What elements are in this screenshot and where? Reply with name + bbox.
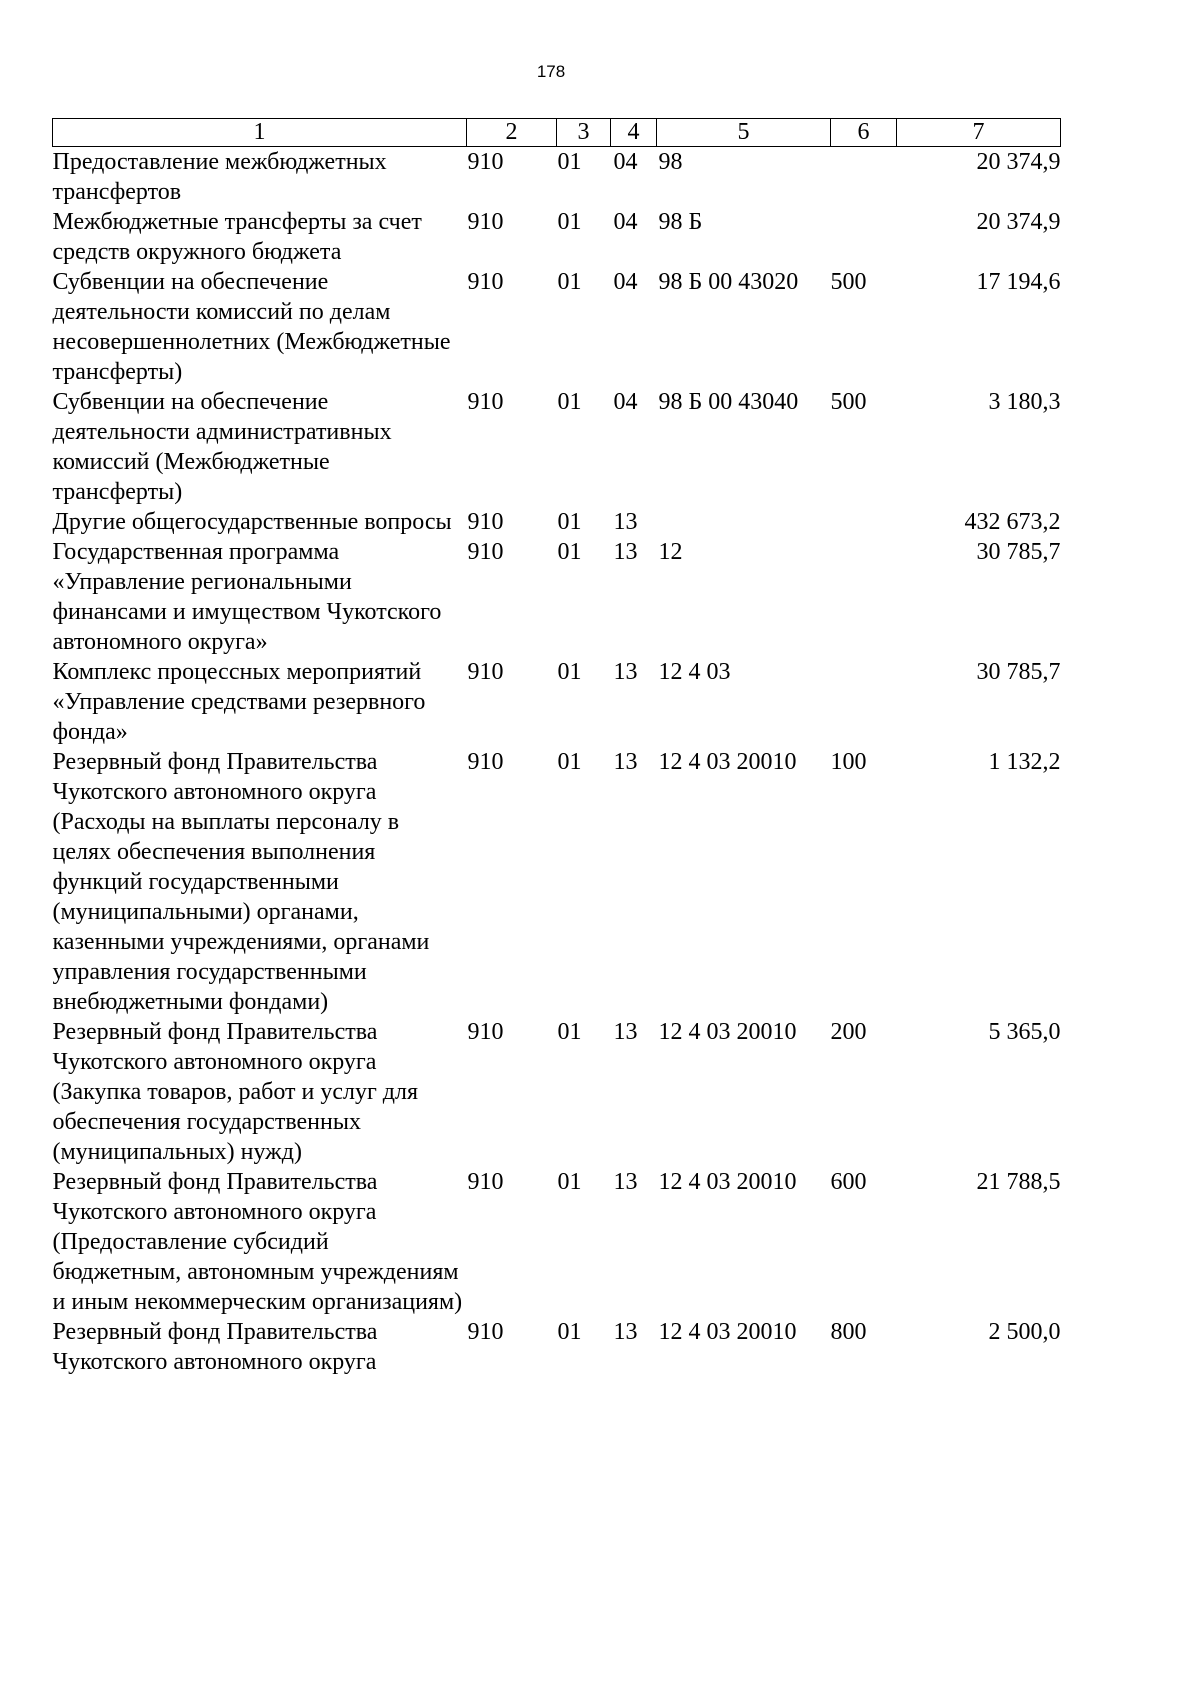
expense-type-cell (831, 507, 897, 537)
amount-cell: 30 785,7 (976, 539, 1061, 565)
section-cell: 01 (557, 1319, 582, 1345)
section-cell: 01 (557, 1019, 582, 1045)
column-header-3: 3 (557, 119, 611, 147)
table-row (53, 1017, 1061, 1167)
page-number: 178 (536, 62, 566, 81)
table-row (53, 507, 1061, 537)
ministry-code-cell: 910 (467, 539, 504, 565)
section-cell: 01 (557, 1169, 582, 1195)
description-cell: Межбюджетные трансферты за счет средств окружного бюджета (52, 209, 422, 265)
column-header-6: 6 (831, 119, 897, 147)
target-item-cell: 98 Б 00 43020 (658, 269, 799, 295)
budget-table (52, 118, 1061, 1377)
table-row (53, 147, 1061, 208)
table-row (53, 267, 1061, 387)
table-row (53, 1167, 1061, 1317)
table-body (53, 147, 1061, 1378)
subsection-cell: 13 (613, 1319, 638, 1345)
amount-cell: 3 180,3 (988, 389, 1061, 415)
expense-type-cell: 800 (830, 1319, 867, 1345)
expense-type-cell: 100 (830, 749, 867, 775)
description-cell: Резервный фонд Правительства Чукотского автономного округа (Закупка товаров, работ и услуг для обеспечения государственных (муниципальных) нужд) (52, 1019, 419, 1165)
expense-type-cell: 500 (830, 389, 867, 415)
target-item-cell: 12 4 03 20010 (658, 1169, 797, 1195)
ministry-code-cell: 910 (467, 509, 504, 535)
amount-cell: 2 500,0 (988, 1319, 1061, 1345)
target-item-cell: 12 4 03 20010 (658, 749, 797, 775)
section-cell: 01 (557, 149, 582, 175)
target-item-cell: 12 4 03 (658, 659, 731, 685)
section-cell: 01 (557, 209, 582, 235)
table-row (53, 387, 1061, 507)
subsection-cell: 13 (613, 749, 638, 775)
column-header-1: 1 (53, 119, 467, 147)
expense-type-cell (831, 537, 897, 657)
amount-cell: 30 785,7 (976, 659, 1061, 685)
description-cell: Предоставление межбюджетных трансфертов (52, 149, 387, 205)
description-cell: Другие общегосударственные вопросы (52, 509, 452, 535)
description-cell: Субвенции на обеспечение деятельности административных комиссий (Межбюджетные трансферты) (52, 389, 392, 505)
table-row (53, 1317, 1061, 1377)
subsection-cell: 04 (613, 389, 638, 415)
expense-type-cell: 600 (830, 1169, 867, 1195)
column-header-7: 7 (897, 119, 1061, 147)
description-cell: Комплекс процессных мероприятий «Управление средствами резервного фонда» (52, 659, 426, 745)
expense-type-cell (831, 657, 897, 747)
amount-cell: 17 194,6 (976, 269, 1061, 295)
section-cell: 01 (557, 749, 582, 775)
column-header-2: 2 (467, 119, 557, 147)
expense-type-cell (831, 147, 897, 208)
column-header-4: 4 (611, 119, 657, 147)
subsection-cell: 13 (613, 1019, 638, 1045)
amount-cell: 432 673,2 (964, 509, 1061, 535)
amount-cell: 5 365,0 (988, 1019, 1061, 1045)
ministry-code-cell: 910 (467, 209, 504, 235)
amount-cell: 20 374,9 (976, 209, 1061, 235)
description-cell: Субвенции на обеспечение деятельности комиссий по делам несовершеннолетних (Межбюджетные трансферты) (52, 269, 451, 385)
target-item-cell: 12 (658, 539, 683, 565)
table-row (53, 747, 1061, 1017)
amount-cell: 21 788,5 (976, 1169, 1061, 1195)
subsection-cell: 13 (613, 659, 638, 685)
subsection-cell: 13 (613, 1169, 638, 1195)
description-cell: Резервный фонд Правительства Чукотского автономного округа (Предоставление субсидий бюджетным, автономным учреждениям и иным некоммерческим организациям) (52, 1169, 463, 1315)
table-header-row (53, 119, 1061, 147)
subsection-cell: 13 (613, 509, 638, 535)
ministry-code-cell: 910 (467, 269, 504, 295)
table-row (53, 537, 1061, 657)
section-cell: 01 (557, 269, 582, 295)
column-header-5: 5 (657, 119, 831, 147)
target-item-cell (657, 507, 831, 537)
expense-type-cell: 500 (830, 269, 867, 295)
subsection-cell: 13 (613, 539, 638, 565)
ministry-code-cell: 910 (467, 389, 504, 415)
subsection-cell: 04 (613, 149, 638, 175)
section-cell: 01 (557, 539, 582, 565)
amount-cell: 1 132,2 (988, 749, 1061, 775)
target-item-cell: 98 (658, 149, 683, 175)
expense-type-cell: 200 (830, 1019, 867, 1045)
ministry-code-cell: 910 (467, 749, 504, 775)
target-item-cell: 98 Б 00 43040 (658, 389, 799, 415)
target-item-cell: 98 Б (658, 209, 703, 235)
ministry-code-cell: 910 (467, 1019, 504, 1045)
description-cell: Резервный фонд Правительства Чукотского автономного округа (Расходы на выплаты персоналу в целях обеспечения выполнения функций государственными (муниципальными) органами, казенными учреждениями, органами управления государственными внебюджетными фондами) (52, 749, 430, 1015)
section-cell: 01 (557, 659, 582, 685)
description-cell: Резервный фонд Правительства Чукотского автономного округа (52, 1319, 378, 1375)
table-row (53, 657, 1061, 747)
section-cell: 01 (557, 389, 582, 415)
ministry-code-cell: 910 (467, 1169, 504, 1195)
subsection-cell: 04 (613, 269, 638, 295)
ministry-code-cell: 910 (467, 1319, 504, 1345)
ministry-code-cell: 910 (467, 659, 504, 685)
expense-type-cell (831, 207, 897, 267)
table-row (53, 207, 1061, 267)
amount-cell: 20 374,9 (976, 149, 1061, 175)
target-item-cell: 12 4 03 20010 (658, 1319, 797, 1345)
section-cell: 01 (557, 509, 582, 535)
target-item-cell: 12 4 03 20010 (658, 1019, 797, 1045)
subsection-cell: 04 (613, 209, 638, 235)
description-cell: Государственная программа «Управление региональными финансами и имуществом Чукотского автономного округа» (52, 539, 442, 655)
ministry-code-cell: 910 (467, 149, 504, 175)
